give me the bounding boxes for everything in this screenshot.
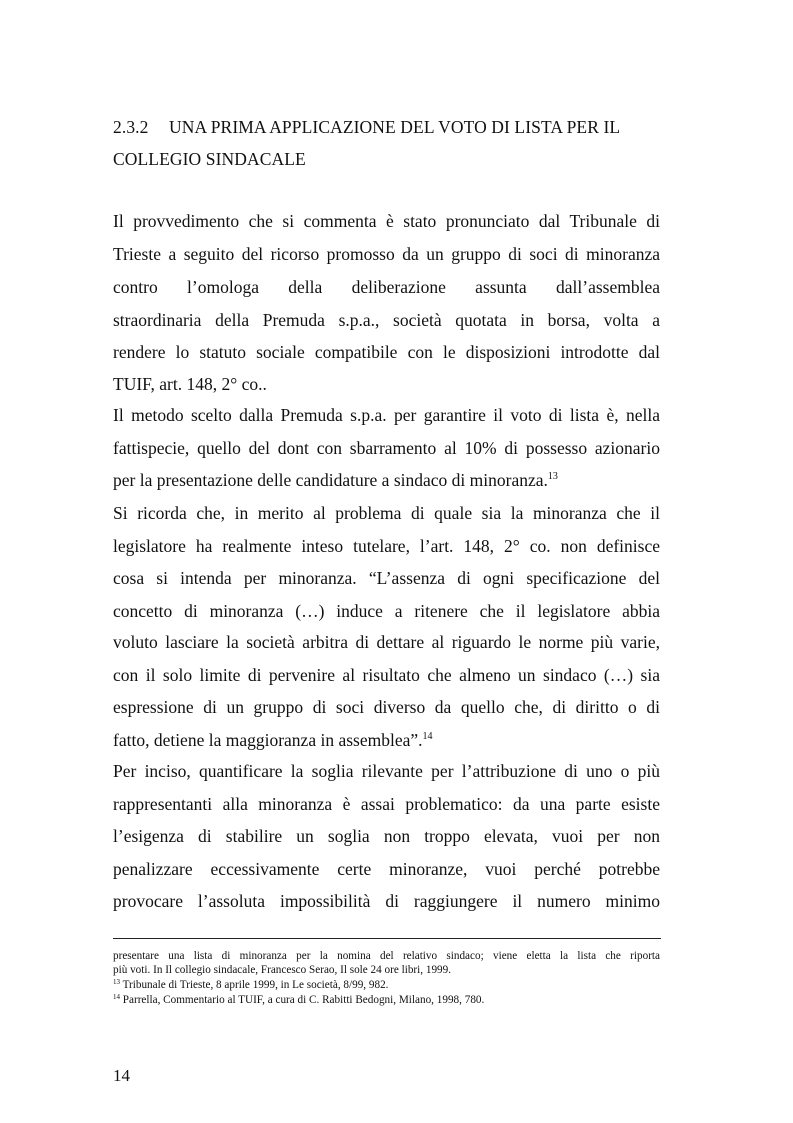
footnote-13-mark: 13 (113, 978, 120, 986)
footnote-ref-13: 13 (547, 471, 558, 482)
footnote-13 (113, 978, 660, 992)
footnote-continuation-line2: più voti. In Il collegio sindacale, Francesco Serao, Il sole 24 ore libri, 1999. (113, 964, 452, 976)
body-line: Si ricorda che, in merito al problema di quale sia la minoranza che il (113, 503, 660, 523)
body-line: espressione di un gruppo di soci diverso da quello che, di diritto o di (113, 697, 660, 717)
body-line: TUIF, art. 148, 2° co.. (113, 374, 267, 394)
footnote-separator (113, 938, 661, 939)
body-line: concetto di minoranza (…) induce a ritenere che il legislatore abbia (113, 601, 660, 621)
footnote-14-mark: 14 (113, 993, 120, 1001)
footnote-13-text: Tribunale di Trieste, 8 aprile 1999, in Le società, 8/99, 982. (120, 979, 389, 991)
body-line: Il metodo scelto dalla Premuda s.p.a. per garantire il voto di lista è, nella (113, 405, 660, 425)
section-number: 2.3.2 (113, 117, 149, 137)
body-line-text: fatto, detiene la maggioranza in assemblea”. (113, 730, 423, 750)
body-line: rappresentanti alla minoranza è assai problematico: da una parte esiste (113, 794, 660, 814)
body-line: fattispecie, quello del dont con sbarramento al 10% di possesso azionario (113, 438, 660, 458)
body-line: straordinaria della Premuda s.p.a., società quotata in borsa, volta a (113, 310, 660, 330)
body-line: legislatore ha realmente inteso tutelare, l’art. 148, 2° co. non definisce (113, 536, 660, 556)
body-line: cosa si intenda per minoranza. “L’assenza di ogni specificazione del (113, 568, 660, 588)
section-title-line2: COLLEGIO SINDACALE (113, 149, 306, 169)
page-number: 14 (113, 1066, 130, 1085)
footnote-14-text: Parrella, Commentario al TUIF, a cura di C. Rabitti Bedogni, Milano, 1998, 780. (120, 994, 485, 1006)
body-line: penalizzare eccessivamente certe minoranze, vuoi perché potrebbe (113, 859, 660, 879)
body-line-with-note-14 (113, 729, 660, 751)
body-line: Trieste a seguito del ricorso promosso da un gruppo di soci di minoranza (113, 244, 660, 264)
body-line-with-note-13 (113, 469, 660, 491)
section-title-line1: UNA PRIMA APPLICAZIONE DEL VOTO DI LISTA PER IL (169, 117, 621, 137)
body-line: Per inciso, quantificare la soglia rilevante per l’attribuzione di uno o più (113, 761, 660, 781)
body-line: Il provvedimento che si commenta è stato pronunciato dal Tribunale di (113, 211, 660, 231)
body-line: con il solo limite di pervenire al risultato che almeno un sindaco (…) sia (113, 665, 660, 685)
section-heading (113, 117, 620, 138)
body-line: rendere lo statuto sociale compatibile con le disposizioni introdotte dal (113, 342, 660, 362)
footnote-14 (113, 993, 660, 1007)
body-line-text: per la presentazione delle candidature a sindaco di minoranza. (113, 470, 548, 490)
body-line: l’esigenza di stabilire un soglia non troppo elevata, vuoi per non (113, 826, 660, 846)
body-line: provocare l’assoluta impossibilità di raggiungere il numero minimo (113, 891, 660, 911)
body-line: voluto lasciare la società arbitra di dettare al riguardo le norme più varie, (113, 632, 660, 652)
footnote-ref-14: 14 (422, 731, 433, 742)
body-line: contro l’omologa della deliberazione assunta dall’assemblea (113, 277, 660, 297)
footnote-continuation-line1: presentare una lista di minoranza per la nomina del relativo sindaco; viene eletta la lista che riporta (113, 950, 660, 962)
